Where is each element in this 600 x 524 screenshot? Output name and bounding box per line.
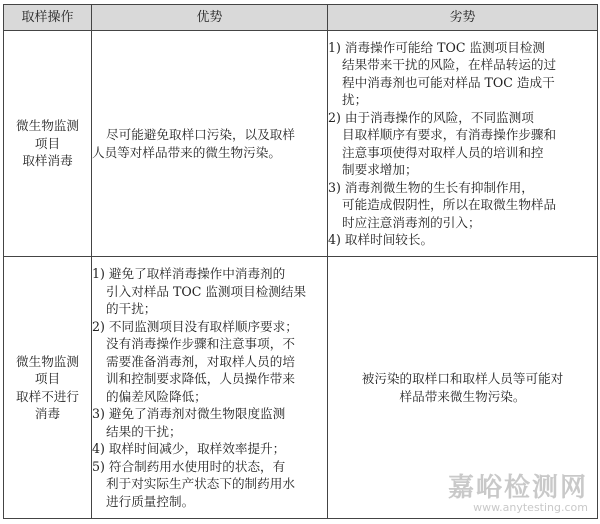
row2-adv-line: 训和控制要求降低，人员操作带来 <box>106 371 295 386</box>
row1-dis-line: 可能造成假阴性，所以在取微生物样品 <box>342 197 557 212</box>
row2-op-line: 消毒 <box>34 406 61 421</box>
row2-adv-line: 4) 取样时间减少，取样效率提升； <box>92 441 286 456</box>
row2-dis-line: 样品带来微生物污染。 <box>399 388 526 404</box>
row1-dis-line: 1) 消毒操作可能给 TOC 监测项目检测 <box>328 39 546 55</box>
row2-dis-line: 被污染的取样口和取样人员等可能对 <box>361 371 564 386</box>
row2-op-line: 项目 <box>34 371 61 386</box>
row1-dis-line: 扰； <box>342 92 368 107</box>
row1-op-line: 项目 <box>34 135 61 151</box>
row1-operation <box>4 31 92 257</box>
row2-adv-line: 3) 避免了消毒剂对微生物限度监测 <box>92 406 286 421</box>
row2-adv-line: 进行质量控制。 <box>106 493 195 509</box>
table-row <box>4 31 598 257</box>
row2-adv-line: 的干扰； <box>106 301 157 316</box>
row2-adv-line: 1) 避免了取样消毒操作中消毒剂的 <box>92 266 286 281</box>
comparison-table <box>3 4 598 519</box>
row2-adv-line: 5) 符合制药用水使用时的状态，有 <box>92 458 286 474</box>
row2-adv-line: 结果的干扰； <box>106 423 182 439</box>
header-advantage: 优势 <box>92 5 328 31</box>
row1-dis-line: 结果带来干扰的风险，在样品转运的过 <box>342 57 557 72</box>
row2-adv-line: 2) 不同监测项目没有取样顺序要求； <box>92 318 298 334</box>
watermark-url: www.anytesting.com <box>473 501 588 514</box>
row1-dis-line: 时应注意消毒剂的引入； <box>342 214 481 230</box>
row1-dis-line: 4) 取样时间较长。 <box>328 232 434 247</box>
row2-adv-line: 引入对样品 TOC 监测项目检测结果 <box>106 283 307 299</box>
row2-advantage <box>92 257 328 519</box>
row1-adv-line: 尽可能避免取样口污染，以及取样 <box>106 127 295 142</box>
row2-adv-line: 没有消毒操作步骤和注意事项，不 <box>106 336 295 351</box>
header-disadvantage: 劣势 <box>328 5 598 31</box>
row1-adv-line: 人员等对样品带来的微生物污染。 <box>92 144 281 160</box>
row1-disadvantage <box>328 31 598 257</box>
row1-dis-line: 2) 由于消毒操作的风险，不同监测项 <box>328 109 534 125</box>
watermark <box>448 474 588 514</box>
row1-dis-line: 制要求增加； <box>342 162 418 177</box>
row1-op-line: 微生物监测 <box>16 118 79 134</box>
row1-dis-line: 注意事项使得对取样人员的培训和控 <box>342 144 544 160</box>
row2-adv-line: 利于对实际生产状态下的制药用水 <box>106 476 295 491</box>
header-row <box>4 5 598 31</box>
row2-adv-line: 的偏差风险降低； <box>106 388 207 404</box>
row1-dis-line: 3) 消毒剂微生物的生长有抑制作用， <box>328 179 534 195</box>
row2-operation <box>4 257 92 519</box>
watermark-text: 嘉峪检测网 <box>447 473 588 503</box>
row2-op-line: 微生物监测 <box>16 353 79 369</box>
row1-op-line: 取样消毒 <box>22 153 73 169</box>
row1-dis-line: 程中消毒剂也可能对样品 TOC 造成干 <box>342 74 555 90</box>
row2-adv-line: 需要准备消毒剂，对取样人员的培 <box>106 353 295 369</box>
row1-dis-line: 目取样顺序有要求，有消毒操作步骤和 <box>342 127 557 142</box>
row2-op-line: 取样不进行 <box>16 388 79 404</box>
header-op: 取样操作 <box>4 5 92 31</box>
row1-advantage <box>92 31 328 257</box>
